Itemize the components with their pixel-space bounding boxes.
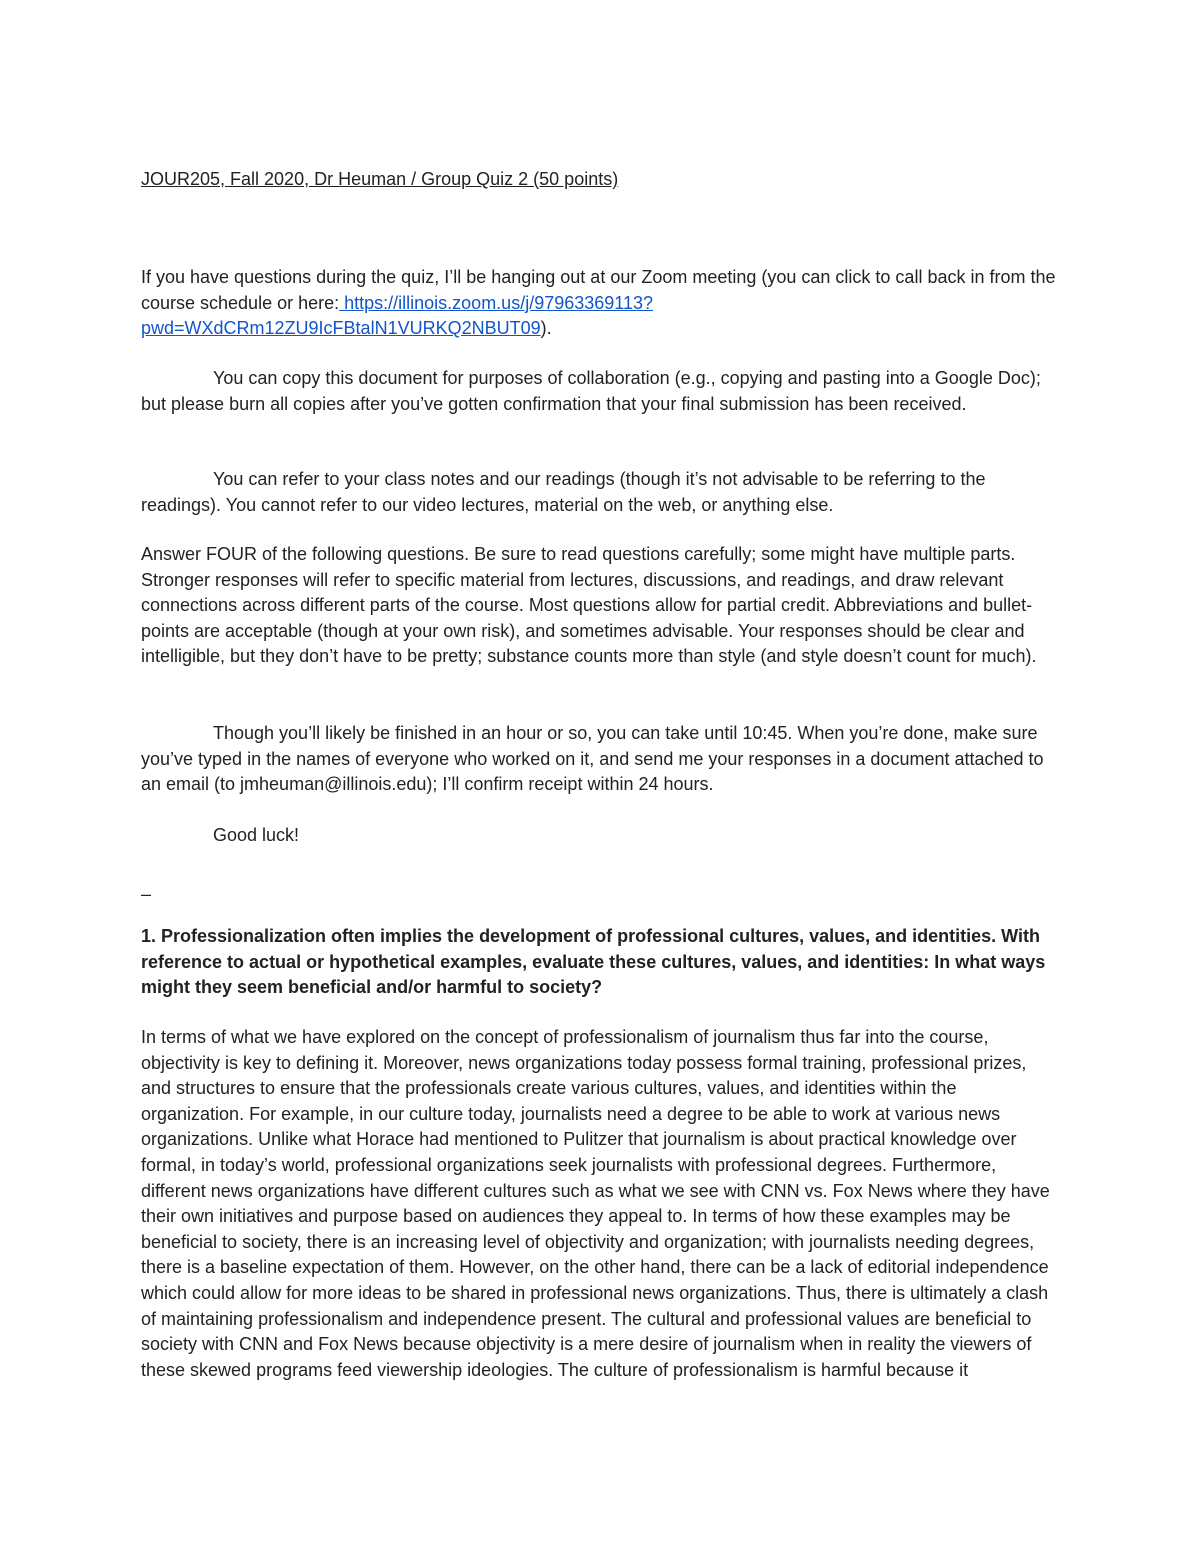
copy-policy-paragraph: You can copy this document for purposes of collaboration (e.g., copying and pasting into a Google Doc); but please burn all copies after you’ve gotten confirmation that your final submission has been received. (141, 368, 1041, 414)
zoom-meeting-link[interactable]: https://illinois.zoom.us/j/97963369113?pwd=WXdCRm12ZU9IcFBtalN1VURKQ2NBUT09 (141, 292, 653, 339)
intro-paragraph (141, 265, 1056, 342)
reference-policy-paragraph: You can refer to your class notes and our readings (though it’s not advisable to be referring to the readings). You cannot refer to our video lectures, material on the web, or anything else. (141, 469, 986, 515)
intro-text: If you have questions during the quiz, I’ll be hanging out at our Zoom meeting (you can click to call back in from the course schedule or here: (141, 267, 1056, 313)
question-1: 1. Professionalization often implies the development of professional cultures, values, and identities. With reference to actual or hypothetical examples, evaluate these cultures, values, and identities: In what ways might they seem beneficial and/or harmful to society? (141, 926, 1046, 998)
answer-1: In terms of what we have explored on the concept of professionalism of journalism thus far into the course, objectivity is key to defining it. Moreover, news organizations today possess formal training, professional prizes, and structures to ensure that the professionals create various cultures, values, and identities within the organization. For example, in our culture today, journalists need a degree to be able to work at various news organizations. Unlike what Horace had mentioned to Pulitzer that journalism is about practical knowledge over formal, in today’s world, professional organizations seek journalists with professional degrees. Furthermore, different news organizations have different cultures such as what we see with CNN vs. Fox News where they have their own initiatives and purpose based on audiences they appeal to. In terms of how these examples may be beneficial to society, there is an increasing level of objectivity and organization; with journalists needing degrees, there is a baseline expectation of them. However, on the other hand, there can be a lack of editorial independence which could allow for more ideas to be shared in professional news organizations. Thus, there is ultimately a clash of maintaining professionalism and independence present. The cultural and professional values are beneficial to society with CNN and Fox News because objectivity is a mere desire of journalism when in reality the viewers of these skewed programs feed viewership ideologies. The culture of professionalism is harmful because it (141, 1027, 1050, 1380)
intro-text-end: ). (540, 318, 552, 339)
instructions-paragraph: Answer FOUR of the following questions. Be sure to read questions carefully; some might have multiple parts. Stronger responses will refer to specific material from lectures, discussions, and readings, and draw relevant connections across different parts of the course. Most questions allow for partial credit. Abbreviations and bullet-points are acceptable (though at your own risk), and sometimes advisable. Your responses should be clear and intelligible, but they don’t have to be pretty; substance counts more than style (and style doesn’t count for much). (141, 544, 1037, 667)
deadline-paragraph: Though you’ll likely be finished in an hour or so, you can take until 10:45. When you’re done, make sure you’ve typed in the names of everyone who worked on it, and send me your responses in a document attached to an email (to jmheuman@illinois.edu); I’ll confirm receipt within 24 hours. (141, 723, 1044, 795)
document-title: JOUR205, Fall 2020, Dr Heuman / Group Quiz 2 (50 points) (141, 169, 619, 189)
section-separator: – (141, 884, 152, 904)
good-luck-text: Good luck! (213, 825, 300, 845)
